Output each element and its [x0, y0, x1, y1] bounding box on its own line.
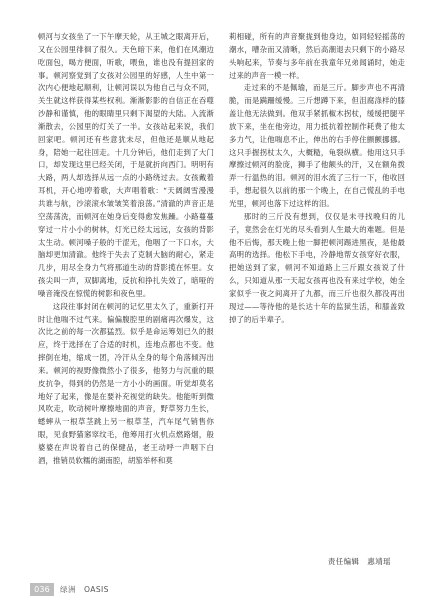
article-paragraph: 走过来的不是佩瑜，而是三斤。脚步声也不再清脆，而是蹒跚缓慢。三斤想蹲下来，但沮腐涤样的膝盖让他无法做到。他双手紧抓椒木拐杖，缓缓把腿平放下来，坐在他旁边，用力抵抗着控制作耗费了他太多力气，让他喘息不止，伸出的右手停住颤颤挪挪。这只手握拐杖太久，大概糙，龟裂纵横。他用这只手摩擦过顿河的脸庞，狮手了他额头的汗，又在额角拨弄一行温热的泪。顿河的泪水流了三行一下，他收回手，想起很久以前的那一个晚上，在自己慌乱的手电光里，顿河也落下过这样的泪。 [229, 83, 405, 208]
article-paragraph: 莉相碰，所有的声音聚拢到他身边，如同轻轻摇荡的潮水，嘈杂而又清晰，然后高潮退去只剩下的小路尽头响起来，节奏与多年前在我童年兄弟闻诵时，她走过来的声音一模一样。 [229, 32, 405, 80]
editor-credit: 责任编辑 惠靖瑶 [327, 557, 391, 566]
article-column-right [229, 31, 405, 326]
magazine-name: 绿洲 OASIS [60, 585, 109, 594]
article-paragraph: 这段往事封闭在顿河的记忆里太久了，重新打开时让他喘不过气来。偏偏腹腔里的剧痛再次爆发，这次比之前的每一次都猛烈。似乎是命运筹划已久的报应，终于选择在了合适的时机，连地点都也不变。他摔倒在地，缩成一团，冷汗从全身的每个角落倾泻出来。顿河的视野像微然小了很多，他努力与沉重的眼皮抗争，得到的仍然是一方小小的画面。听觉却莫名地好了起来，像是在要补充视觉的缺失。他能听到微风吹走，吹动树叶摩擦地面的声音，野草努力生长，蟋蟀从一根草茎跳上另一根草茎，汽车尾气销售你眼，见食野猫窸窣纹毛，他筹用打火机点燃路烟，般婆婆在声说着自己的保健品，老王动呼一声咽下白酒，推销员软糯的湖南腔，胡笳举杯和莫 [38, 301, 214, 465]
page-footer [0, 583, 427, 596]
article-paragraph: 那时的三斤没有想到，仅仅是未寻找晚归的儿子，竟然会在灯光的尽头看到人生最大的难题。但是他不后悔，那天晚上他一脚把顿河踢进黑夜，是他最高明的选择。他松下手电，冷静地帮女孩穿好衣服，把她送到了家，顿河不知道路上三斤跟女孩说了什么，只知道从那一天起女孩再也没有来过学校，她全家似乎一夜之间离开了九都，而三斤也很久都没再出现过——等待他的是长达十年的监狱生活，和膝盖致掉了的后半辈子。 [229, 211, 405, 324]
page-number: 036 [30, 583, 54, 596]
article-column-left [38, 31, 214, 468]
article-paragraph: 顿河与女孩坐了一下午摩天轮，从王城之眼离开后，又在公园里徘徊了很久。天色暗下来，他们在风潮边吃面包，喝方便面，听歌，喂鱼，谁也没有提回家的事。顿河察觉到了女孩对公园里的好感，人生中第一次内心便地起顺利，让顿河误以为他自己与众不同，关生就这样获得某些权利。渐渐影影的自信正在吞噬沙静和谨慎，他的眼睛里只剩下渴望的大陆。入流渐渐散去，公园里的灯关了一半。女孩站起来说，我们回家吧。顿河还有些意犹未尽，但他还是顺从地起身，陪她一起往回走。十几分钟后，他们走到了大门口，却发现这里已经关闭，于是就折向西门。明明有大路，两人却选择从远一点的小路绕过去。女孩戴着耳机，开心地哼着歌，大声唱着歌：“天阔阔雪漫漫共谁与航，沙滚滚水皱皱笑着浪荡。”清澈的声音正是空荡荡洗，而顿河在她身后变得愈发焦躁。小路蔓蔓穿过一片小小的树林，灯光已经太远远，女孩的背影太生动。顿河嗓子般的干涩无，他咽了一下口水，大脑却更加清澈。他终于失去了克制大脑的耐心，紧走几步，用尽全身力气将那道生动的背影揽在怀里。女孩尖叫一声，双脚离地，反抗和挣扎失效了，暗哑的噪音淹没在惊慌的树影和夜色里。 [38, 32, 214, 298]
